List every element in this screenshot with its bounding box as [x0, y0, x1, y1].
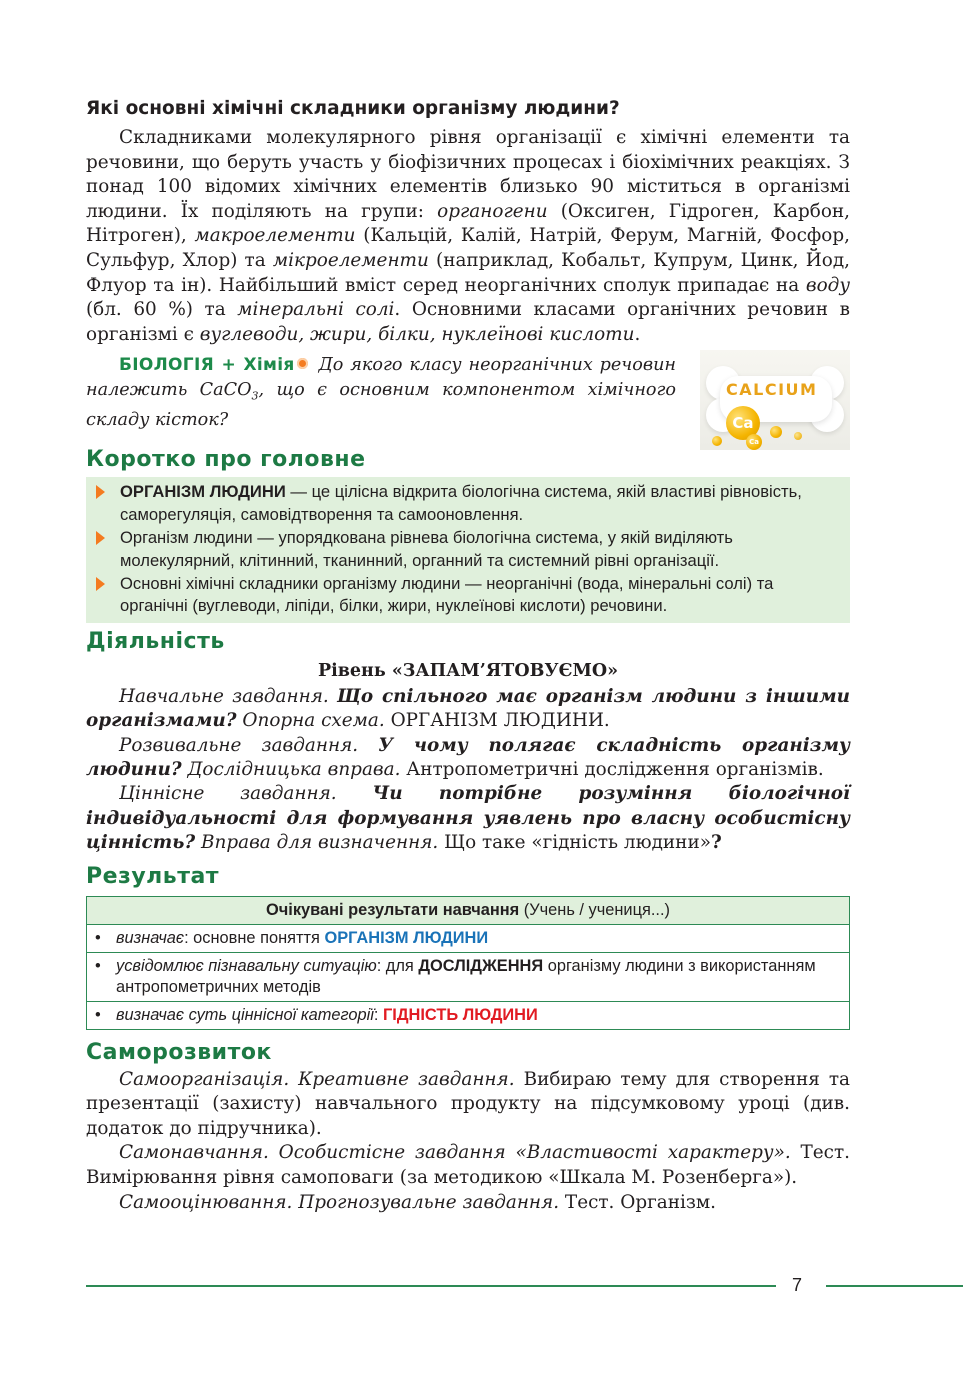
selfdev-text: Вибираю тему для створення та презентації (захисту) навчального продукту на підсумковому уроці (див. додаток до підручника). [86, 1068, 850, 1139]
table-header-bold: Очікувані результати навчання [266, 900, 520, 919]
biology-chemistry-box [86, 353, 850, 445]
task-ref: Вправа для визначення. [200, 832, 439, 854]
selfdev-text: Тест. Вимірювання рівня самоповаги (за методикою «Шкала М. Розенберга»). [86, 1142, 850, 1188]
page-content [86, 96, 850, 1215]
bullet-icon: • [95, 956, 101, 975]
task-value: Що таке «гідність людини» [444, 832, 711, 854]
bullet-icon: • [95, 928, 101, 947]
selfdev-kind: Самоорганізація. Креативне завдання. [119, 1068, 515, 1090]
selfdev-text: Тест. Організм. [559, 1191, 717, 1213]
footer-rule-right [826, 1285, 963, 1287]
table-cell [87, 1001, 850, 1029]
intro-text-4: (наприклад, Кобальт, Купрум, Цинк, Йод, Флуор та ін). Найбільший вміст серед неорганічних сполук припадає на [86, 249, 850, 296]
summary-box [86, 477, 850, 622]
summary-text: Основні хімічні складники організму людини — неорганічні (вода, мінеральні солі) та органічні (вуглеводи, ліпіди, білки, жири, нуклеїнові кислоти) речовини. [120, 573, 774, 616]
selfdev-c [86, 1191, 850, 1216]
results-table [86, 896, 850, 1030]
summary-item [96, 573, 840, 618]
intro-text-1: Складниками молекулярного рівня організації є хімічні елементи та речовини, що беруть участь у біофізичних процесах і біохімічних реакціях. З понад 100 відомих хімічних елементів близько 90 міститься в організмі людини. Їх поділяють на групи: [86, 127, 850, 222]
task-question: Що спільного має організм людини з іншими організмами? [86, 685, 850, 732]
activity-heading: Діяльність [86, 628, 225, 654]
flower-icon [297, 358, 308, 369]
term-salts: мінеральні солі [237, 299, 395, 321]
selfdev-kind: Самооцінювання. Прогнозувальне завдання. [119, 1191, 560, 1213]
table-header-row [87, 896, 850, 924]
summary-bold: ОРГАНІЗМ ЛЮДИНИ [120, 482, 286, 502]
task-value: Антропометричні дослідження організмів. [406, 759, 824, 780]
row-cap: ДОСЛІДЖЕННЯ [418, 956, 544, 975]
task-kind: Розвивальне завдання. [119, 734, 359, 756]
arrow-icon [96, 485, 105, 499]
table-cell [87, 952, 850, 1001]
term-micro: мікроелементи [272, 249, 429, 271]
term-water: воду [805, 274, 850, 296]
result-heading: Результат [86, 863, 220, 889]
intro-text-5: (бл. 60 %) та [86, 299, 238, 321]
table-cell [87, 924, 850, 952]
page-number: 7 [792, 1275, 803, 1295]
biology-question-b: , що є основним компонентом хімічного складу кісток? [86, 379, 677, 431]
task-2 [86, 734, 850, 783]
biology-question [86, 353, 676, 432]
task-ref: Дослідницька вправа. [187, 759, 401, 780]
table-row [87, 924, 850, 952]
term-macro: макроелементи [194, 225, 356, 247]
intro-text-3: (Кальцій, Калій, Натрій, Ферум, Магній, Фосфор, Сульфур, Хлор) та [86, 225, 850, 271]
selfdev-kind: Самонавчання. Особистісне завдання «Властивості характеру». [119, 1142, 791, 1164]
calcium-ball-small-icon: Ca [746, 434, 762, 450]
intro-text-2: (Оксиген, Гідроген, Карбон, Нітроген), [86, 200, 851, 247]
task-question: Чи потрібне розуміння біологічної індивідуальності для формування уявлень про власну особистісну цінність? [86, 783, 850, 854]
row-italic: усвідомлює пізнавальну ситуацію [116, 956, 377, 975]
table-header-rest: (Учень / учениця...) [519, 900, 670, 919]
row-italic: визначає суть ціннісної категорії [116, 1005, 374, 1024]
task-question: У чому полягає складність організму людини? [86, 734, 850, 780]
selfdev-a [86, 1068, 850, 1142]
row-text: : для [376, 956, 419, 975]
row-text: : [373, 1005, 384, 1024]
term-classes: вуглеводи, жири, білки, нуклеїнові кислоти [199, 323, 635, 345]
table-header [87, 896, 850, 924]
summary-text: Організм людини — упорядкована рівнева біологічна система, у якій виділяють молекулярний, клітинний, тканинний, органний та системний рівні організації. [120, 528, 733, 570]
selfdev-heading: Саморозвиток [86, 1039, 272, 1065]
row-cap: ГІДНІСТЬ ЛЮДИНИ [383, 1005, 538, 1024]
formula-subscript: 3 [251, 389, 259, 403]
summary-heading: Коротко про головне [86, 447, 366, 473]
table-row [87, 1001, 850, 1029]
summary-item [96, 481, 840, 526]
arrow-icon [96, 531, 105, 545]
table-row [87, 952, 850, 1001]
summary-text: — це цілісна відкрита біологічна система, якій властиві рівновість, саморегуляція, самовідтворення та самооновлення. [120, 482, 802, 524]
task-1 [86, 685, 850, 734]
task-mark: ? [710, 832, 722, 854]
calcium-ball-tiny-icon [794, 432, 802, 440]
intro-text-7: . [634, 323, 641, 345]
level-title: Рівень «ЗАПАМ’ЯТОВУЄМО» [317, 660, 619, 681]
calcium-ball-tiny-icon [712, 436, 722, 446]
task-kind: Ціннісне завдання. [119, 783, 337, 805]
task-3 [86, 782, 850, 855]
arrow-icon [96, 577, 105, 591]
selfdev-b [86, 1141, 850, 1190]
row-cap: ОРГАНІЗМ ЛЮДИНИ [324, 928, 489, 947]
term-organogeny: органогени [437, 200, 548, 222]
intro-text-6: . Основними класами органічних речовин в організмі є [86, 299, 850, 345]
summary-item [96, 527, 840, 572]
calcium-word: CALCIUM [726, 380, 818, 400]
row-text: : основне поняття [184, 928, 325, 947]
row-italic: визначає [116, 928, 185, 947]
biology-label: БІОЛОГІЯ + Хімія [119, 355, 295, 376]
intro-paragraph [86, 126, 850, 347]
row-rest: організму людини з використанням антропометричних методів [116, 956, 816, 996]
calcium-bone-image [700, 350, 850, 450]
calcium-ball-icon: Ca [726, 406, 760, 440]
task-kind: Навчальне завдання. [119, 685, 329, 707]
task-ref: Опорна схема. [242, 710, 385, 732]
bullet-icon: • [95, 1005, 101, 1024]
biology-question-a: До якого класу неорганічних речовин належить CaCO [86, 355, 677, 400]
calcium-ball-tiny-icon [770, 426, 782, 438]
task-value: ОРГАНІЗМ ЛЮДИНИ. [390, 710, 610, 732]
question-heading: Які основні хімічні складники організму людини? [86, 98, 620, 119]
footer-rule-left [86, 1285, 776, 1287]
